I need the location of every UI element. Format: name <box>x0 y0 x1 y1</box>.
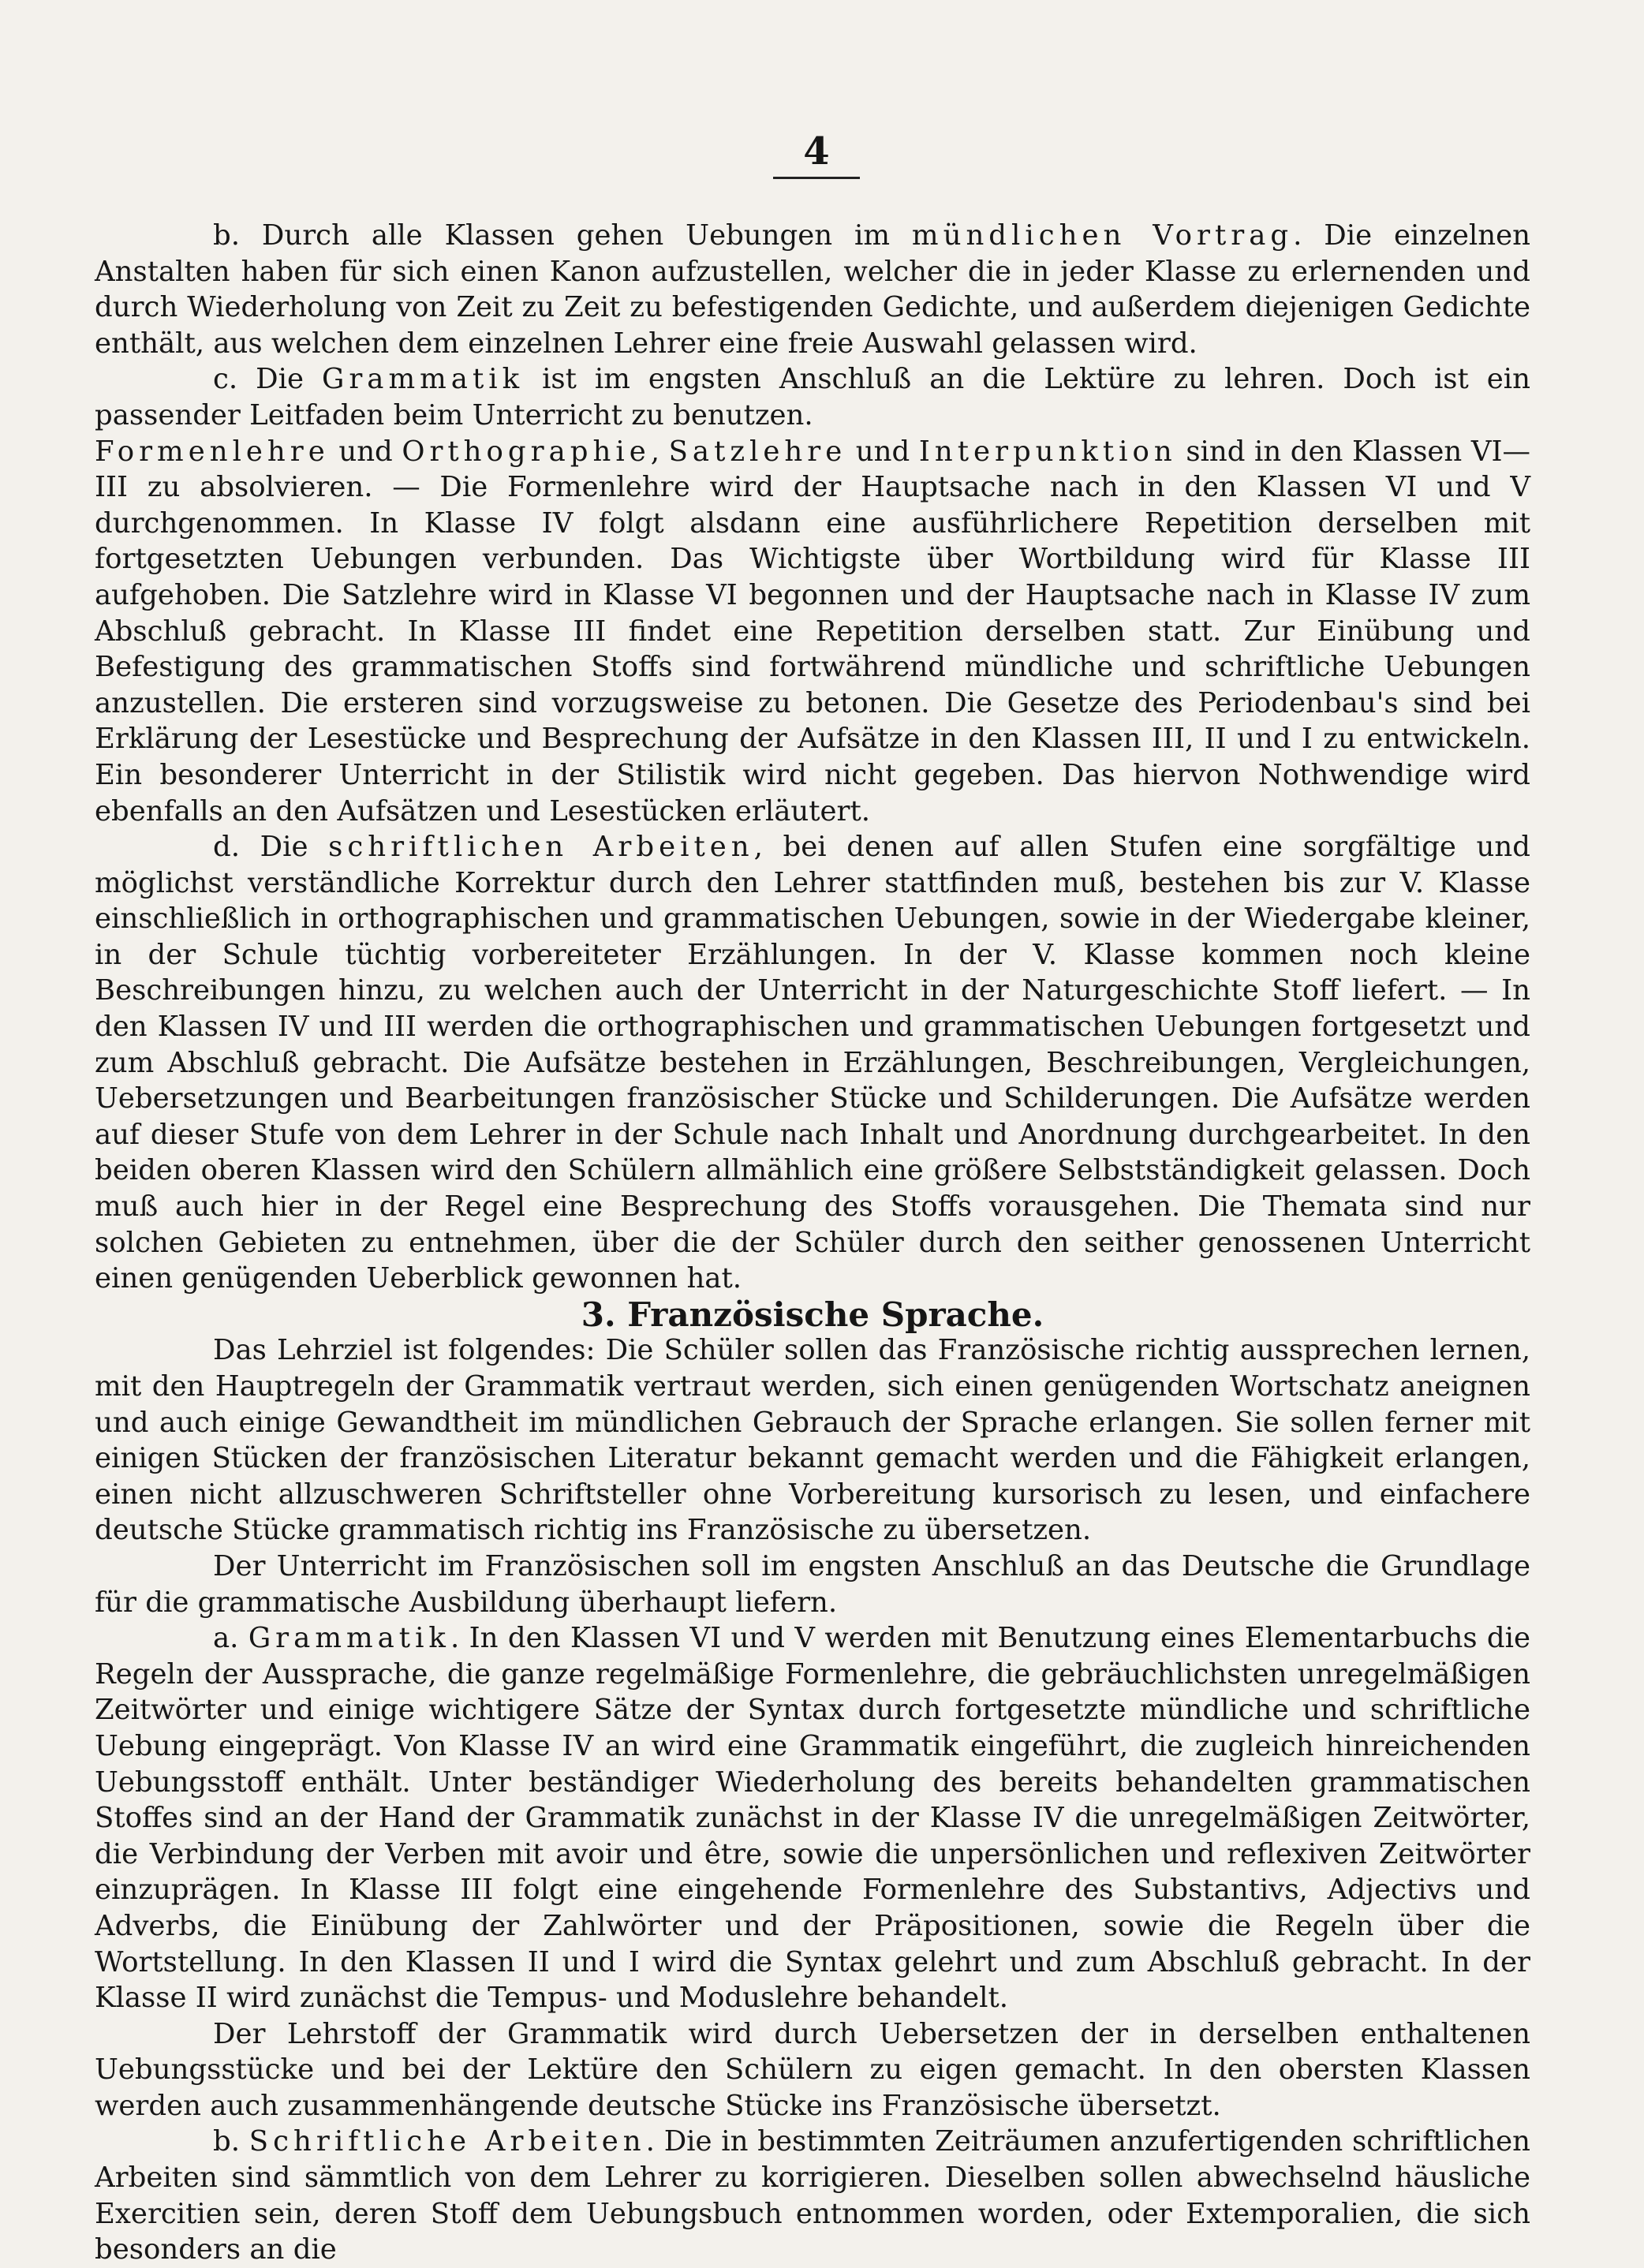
paragraph <box>95 1549 1530 1620</box>
paragraph <box>95 2124 1530 2267</box>
spaced-term: Grammatik <box>321 363 525 396</box>
text-run: . Die einzelnen Anstalten haben für sich einen Kanon aufzustellen, welcher die in jeder Klasse zu erlernenden und durch Wiederholung von Zeit zu Zeit zu befestigenden Gedichte, und außerdem diejenigen Gedichte enthält, aus welchen dem einzelnen Lehrer eine freie Auswahl gelassen wird. <box>95 219 1530 360</box>
text-run: ist im engsten Anschluß an die Lektüre zu lehren. Doch ist ein passender Leitfaden beim Unterricht zu benutzen. <box>95 363 1531 432</box>
paragraph <box>95 829 1530 1297</box>
spaced-term: Schriftliche Arbeiten <box>248 2125 646 2158</box>
text-run: , bei denen auf allen Stufen eine sorgfältige und möglichst verständliche Korrektur durch den Lehrer stattfinden muß, bestehen bis zur V. Klasse einschließlich in orthographischen und grammatischen Uebungen, sowie in der Wiedergabe kleiner, in der Schule tüchtig vorbereiteter Erzählungen. In der V. Klasse kommen noch kleine Beschreibungen hinzu, zu welchen auch der Unterricht in der Naturgeschichte Stoff liefert. — In den Klassen IV und III werden die orthographischen und grammatischen Uebungen fortgesetzt und zum Abschluß gebracht. Die Aufsätze bestehen in Erzählungen, Beschreibungen, Vergleichungen, Uebersetzungen und Bearbeitungen französischer Stücke und Schilderungen. Die Aufsätze werden auf dieser Stufe von dem Lehrer in der Schule nach Inhalt und Anordnung durchgearbeitet. In den beiden oberen Klassen wird den Schülern allmählich eine größere Selbstständigkeit gelassen. Doch muß auch hier in der Regel eine Besprechung des Stoffs vorausgehen. Die Themata sind nur solchen Gebieten zu entnehmen, über die der Schüler durch den seither genossenen Unterricht einen genügenden Ueberblick gewonnen hat. <box>95 831 1530 1295</box>
paragraph <box>95 361 1530 433</box>
text-run: . Die in bestimmten Zeiträumen anzufertigenden schriftlichen Arbeiten sind sämmtlich von dem Lehrer zu korrigieren. Dieselben sollen abwechselnd häusliche Exercitien sein, deren Stoff dem Uebungsbuch entnommen worden, oder Extemporalien, die sich besonders an die <box>95 2125 1530 2266</box>
text-run: und <box>846 435 919 468</box>
paragraph <box>95 218 1530 361</box>
page-number: 4 <box>803 129 830 174</box>
spaced-term: Satzlehre <box>668 435 847 468</box>
paragraph <box>95 1332 1530 1549</box>
text-run: und <box>329 435 402 468</box>
page-number-rule <box>773 177 860 179</box>
text-run: Das Lehrziel ist folgendes: Die Schüler sollen das Französische richtig aussprechen lernen, mit den Hauptregeln der Grammatik vertraut werden, sich einen genügenden Wortschatz aneignen und auch einige Gewandtheit im mündlichen Gebrauch der Sprache erlangen. Sie sollen ferner mit einigen Stücken der französischen Literatur bekannt gemacht werden und die Fähigkeit erlangen, einen nicht allzuschweren Schriftsteller ohne Vorbereitung kursorisch zu lesen, und einfachere deutsche Stücke grammatisch richtig ins Französische zu übersetzen. <box>95 1334 1530 1547</box>
text-run: 3. Französische Sprache. <box>581 1295 1044 1334</box>
paragraph <box>95 434 1530 830</box>
spaced-term: mündlichen Vortrag <box>911 219 1294 252</box>
text-run: Der Lehrstoff der Grammatik wird durch Uebersetzen der in derselben enthaltenen Uebungsstücke und bei der Lektüre den Schülern zu eigen gemacht. In den obersten Klassen werden auch zusammenhängende deutsche Stücke ins Französische übersetzt. <box>95 2017 1530 2122</box>
text-run: b. Durch alle Klassen gehen Uebungen im <box>213 219 912 252</box>
text-run: . In den Klassen VI und V werden mit Benutzung eines Elementarbuchs die Regeln der Aussprache, die ganze regelmäßige Formenlehre, die gebräuchlichsten unregelmäßigen Zeitwörter und einige wichtigere Sätze der Syntax durch fortgesetzte mündliche und schriftliche Uebung eingeprägt. Von Klasse IV an wird eine Grammatik eingeführt, die zugleich hinreichenden Uebungsstoff enthält. Unter beständiger Wiederholung des bereits behandelten grammatischen Stoffes sind an der Hand der Grammatik zunächst in der Klasse IV die unregelmäßigen Zeitwörter, die Verbindung der Verben mit avoir und être, sowie die unpersönlichen und reflexiven Zeitwörter einzuprägen. In Klasse III folgt eine eingehende Formenlehre des Substantivs, Adjectivs und Adverbs, die Einübung der Zahlwörter und der Präpositionen, sowie die Regeln über die Wortstellung. In den Klassen II und I wird die Syntax gelehrt und zum Abschluß gebracht. In der Klasse II wird zunächst die Tempus- und Moduslehre behandelt. <box>95 1622 1531 2015</box>
text-run: Der Unterricht im Französischen soll im engsten Anschluß an das Deutsche die Grundlage für die grammatische Ausbildung überhaupt liefern. <box>95 1549 1530 1619</box>
text-run: a. <box>213 1622 248 1655</box>
spaced-term: Orthographie <box>402 435 651 468</box>
text-run: c. Die <box>213 363 322 396</box>
text-run: b. <box>213 2125 249 2158</box>
text-run: sind in den Klassen VI—III zu absolvieren. — Die Formenlehre wird der Hauptsache nach in den Klassen VI und V durchgenommen. In Klasse IV folgt alsdann eine ausführlichere Repetition derselben mit fortgesetzten Uebungen verbunden. Das Wichtigste über Wortbildung wird für Klasse III aufgehoben. Die Satzlehre wird in Klasse VI begonnen und der Hauptsache nach in Klasse IV zum Abschluß gebracht. In Klasse III findet eine Repetition derselben statt. Zur Einübung und Befestigung des grammatischen Stoffs sind fortwährend mündliche und schriftliche Uebungen anzustellen. Die ersteren sind vorzugsweise zu betonen. Die Gesetze des Periodenbau's sind bei Erklärung der Lesestücke und Besprechung der Aufsätze in den Klassen III, II und I zu entwickeln. Ein besonderer Unterricht in der Stilistik wird nicht gegeben. Das hiervon Nothwendige wird ebenfalls an den Aufsätzen und Lesestücken erläutert. <box>95 435 1530 828</box>
body-text <box>95 218 1530 2268</box>
paragraph <box>95 1620 1530 2016</box>
text-run: , <box>650 435 669 468</box>
spaced-term: Interpunktion <box>918 435 1177 468</box>
section-heading <box>95 1297 1530 1333</box>
paragraph <box>95 2016 1530 2124</box>
spaced-term: schriftlichen Arbeiten <box>328 831 754 864</box>
spaced-term: Grammatik <box>248 1622 450 1655</box>
spaced-term: Formenlehre <box>95 435 330 468</box>
text-run: d. Die <box>213 831 329 864</box>
